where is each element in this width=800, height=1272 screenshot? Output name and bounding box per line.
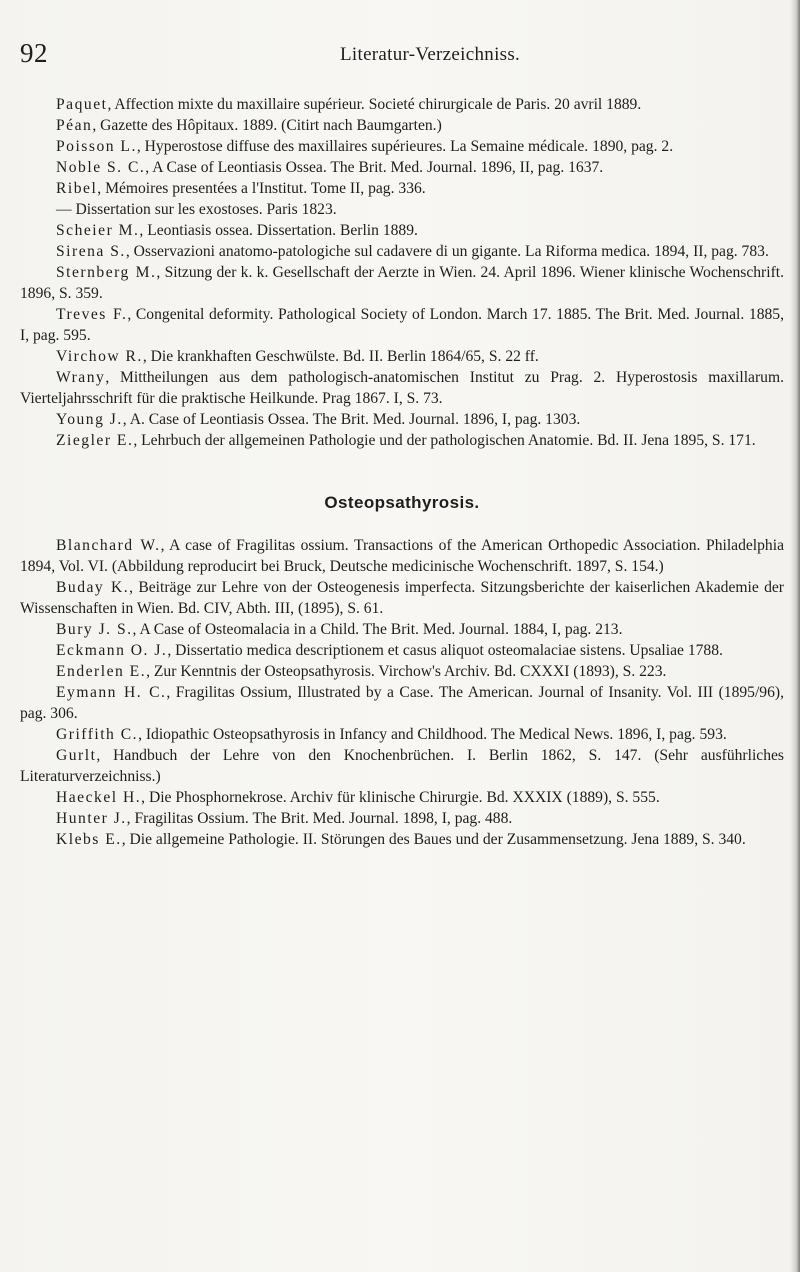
- entry-author: Paquet: [56, 96, 108, 113]
- entry-author: Eymann H. C.: [56, 684, 167, 701]
- entry-text: , Leontiasis ossea. Dissertation. Berlin 1889.: [139, 222, 418, 239]
- bibliography-entry: [20, 94, 784, 115]
- entry-text: , Die Phosphornekrose. Archiv für klinische Chirurgie. Bd. XXXIX (1889), S. 555.: [141, 789, 660, 806]
- entry-author: Treves F.: [56, 306, 128, 323]
- bibliography-entry: [20, 178, 784, 199]
- bibliography-entry: [20, 640, 784, 661]
- bibliography-entry: [20, 157, 784, 178]
- bibliography-entry: [20, 136, 784, 157]
- bibliography-entry: [20, 409, 784, 430]
- page-number: 92: [20, 38, 48, 68]
- section-heading-osteopsathyrosis: Osteopsathyrosis.: [324, 493, 480, 512]
- entry-text: , A Case of Leontiasis Ossea. The Brit. Med. Journal. 1896, II, pag. 1637.: [145, 159, 604, 176]
- entry-author: Bury J. S.: [56, 621, 133, 638]
- entry-author: Hunter J.: [56, 810, 127, 827]
- entry-text: , Sitzung der k. k. Gesellschaft der Aerzte in Wien. 24. April 1896. Wiener klinische Wochenschrift. 1896, S. 359.: [20, 264, 784, 302]
- entry-text: , Gazette des Hôpitaux. 1889. (Citirt nach Baumgarten.): [92, 117, 442, 134]
- entry-author: Ribel: [56, 180, 98, 197]
- entry-text: — Dissertation sur les exostoses. Paris 1823.: [56, 201, 337, 218]
- entry-author: Eckmann O. J.: [56, 642, 168, 659]
- bibliography-entry: [20, 829, 784, 850]
- bibliography-entry: [20, 367, 784, 409]
- bibliography-entry: [20, 199, 784, 220]
- entry-author: Klebs E.: [56, 831, 122, 848]
- entry-author: Wrany: [56, 369, 106, 386]
- entry-text: , Handbuch der Lehre von den Knochenbrüchen. I. Berlin 1862, S. 147. (Sehr ausführliches Literaturverzeichniss.): [20, 747, 784, 785]
- entry-author: Griffith C.: [56, 726, 139, 743]
- entry-text: , Affection mixte du maxillaire supérieur. Societé chirurgicale de Paris. 20 avril 1889.: [107, 96, 642, 113]
- entry-text: , Die allgemeine Pathologie. II. Störungen des Baues und der Zusammensetzung. Jena 1889, S. 340.: [121, 831, 746, 848]
- entry-author: Buday K.: [56, 579, 130, 596]
- entry-text: , Mémoires presentées a l'Institut. Tome II, pag. 336.: [97, 180, 426, 197]
- entry-text: , Idiopathic Osteopsathyrosis in Infancy and Childhood. The Medical News. 1896, I, pag. 593.: [138, 726, 727, 743]
- entry-text: , Lehrbuch der allgemeinen Pathologie und der pathologischen Anatomie. Bd. II. Jena 1895, S. 171.: [133, 432, 756, 449]
- bibliography-entry: [20, 661, 784, 682]
- entry-text: , Mittheilungen aus dem pathologisch-anatomischen Institut zu Prag. 2. Hyperostosis maxillarum. Vierteljahrsschrift für die praktische Heilkunde. Prag 1867. I, S. 73.: [20, 369, 784, 407]
- bibliography-entry: [20, 808, 784, 829]
- bibliography: [20, 94, 784, 850]
- bibliography-entry: [20, 682, 784, 724]
- entry-text: , Hyperostose diffuse des maxillaires supérieures. La Semaine médicale. 1890, pag. 2.: [136, 138, 674, 155]
- bibliography-entry: [20, 724, 784, 745]
- entry-author: Haeckel H.: [56, 789, 142, 806]
- entry-author: Péan: [56, 117, 93, 134]
- running-title: Literatur-Verzeichniss.: [340, 44, 521, 65]
- entry-author: Sternberg M.: [56, 264, 157, 281]
- entry-text: , A Case of Osteomalacia in a Child. The Brit. Med. Journal. 1884, I, pag. 213.: [132, 621, 623, 638]
- bibliography-entry: [20, 535, 784, 577]
- entry-author: Sirena S.: [56, 243, 126, 260]
- entry-author: Virchow R.: [56, 348, 143, 365]
- bibliography-entry: [20, 262, 784, 304]
- entry-author: Enderlen E.: [56, 663, 147, 680]
- bibliography-entry: [20, 115, 784, 136]
- entry-text: , Dissertatio medica descriptionem et casus aliquot osteomalaciae sistens. Upsaliae 1788.: [167, 642, 723, 659]
- bibliography-entry: [20, 787, 784, 808]
- entry-author: Noble S. C.: [56, 159, 146, 176]
- entry-author: Ziegler E.: [56, 432, 134, 449]
- entry-text: , A case of Fragilitas ossium. Transactions of the American Orthopedic Association. Philadelphia 1894, Vol. VI. (Abbildung reproducirt bei Bruck, Deutsche medicinische Wochenschrift. 1897, S. 154.): [20, 537, 784, 575]
- bibliography-entry: [20, 577, 784, 619]
- entry-author: Young J.: [56, 411, 123, 428]
- bibliography-list-leontiasis: [20, 94, 784, 451]
- entry-text: , Beiträge zur Lehre von der Osteogenesis imperfecta. Sitzungsberichte der kaiserlichen Akademie der Wissenschaften in Wien. Bd. CIV, Abth. III, (1895), S. 61.: [20, 579, 784, 617]
- entry-text: , Congenital deformity. Pathological Society of London. March 17. 1885. The Brit. Med. Journal. 1885, I, pag. 595.: [20, 306, 784, 344]
- bibliography-list-osteopsathyrosis: [20, 535, 784, 850]
- entry-text: , Zur Kenntnis der Osteopsathyrosis. Virchow's Archiv. Bd. CXXXI (1893), S. 223.: [146, 663, 667, 680]
- bibliography-entry: [20, 304, 784, 346]
- entry-author: Gurlt: [56, 747, 97, 764]
- entry-author: Blanchard W.: [56, 537, 161, 554]
- entry-text: , Fragilitas Ossium. The Brit. Med. Journal. 1898, I, pag. 488.: [126, 810, 513, 827]
- bibliography-entry: [20, 241, 784, 262]
- bibliography-entry: [20, 430, 784, 451]
- bibliography-entry: [20, 619, 784, 640]
- entry-text: , A. Case of Leontiasis Ossea. The Brit. Med. Journal. 1896, I, pag. 1303.: [122, 411, 581, 428]
- entry-text: , Osservazioni anatomo-patologiche sul cadavere di un gigante. La Riforma medica. 1894, II, pag. 783.: [125, 243, 769, 260]
- page-header: [20, 38, 780, 68]
- entry-author: Scheier M.: [56, 222, 140, 239]
- page-edge-shadow: [790, 0, 800, 1272]
- entry-text: , Die krankhaften Geschwülste. Bd. II. Berlin 1864/65, S. 22 ff.: [142, 348, 539, 365]
- bibliography-entry: [20, 346, 784, 367]
- bibliography-entry: [20, 745, 784, 787]
- bibliography-entry: [20, 220, 784, 241]
- entry-author: Poisson L.: [56, 138, 137, 155]
- entry-text: , Fragilitas Ossium, Illustrated by a Case. The American. Journal of Insanity. Vol. III (1895/96), pag. 306.: [20, 684, 784, 722]
